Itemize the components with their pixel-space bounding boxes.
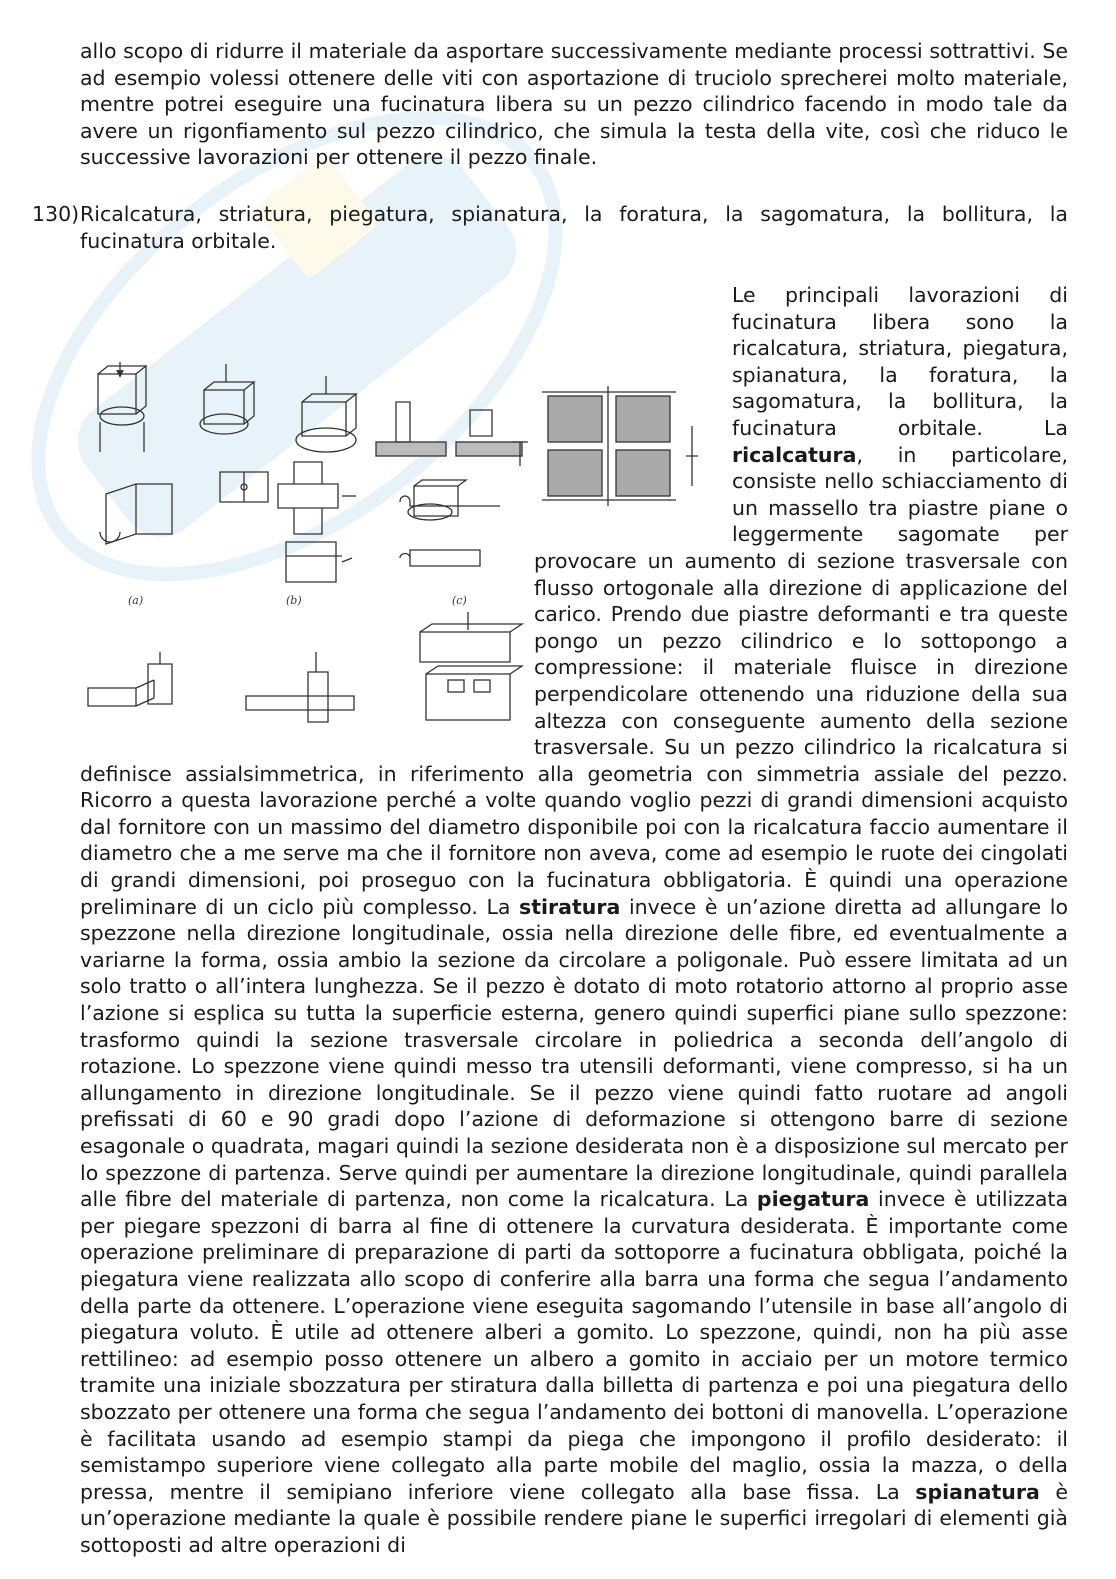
question-130 bbox=[32, 201, 1068, 254]
question-text: Ricalcatura, striatura, piegatura, spianatura, la foratura, la sagomatura, la bollitura, la fucinatura orbitale. bbox=[80, 202, 1068, 253]
answer-text-3: invece è utilizzata per piegare spezzoni di barra al fine di ottenere la curvatura desiderata. È importante come operazione preliminare di preparazione di parti da sottoporre a fucinatura obbligata, poiché la piegatura viene realizzata allo scopo di conferire alla barra una forma che segua l’andamento della parte da ottenere. L’operazione viene eseguita sagomando l’utensile in base all’angolo di piegatura voluto. È utile ad ottenere alberi a gomito. Lo spezzone, quindi, non ha più asse rettilineo: ad esempio posso ottenere un albero a gomito in acciaio per un motore termico tramite una iniziale sbozzatura per stiratura dalla billetta di partenza e poi una piegatura dello sbozzato per ottenere una forma che segua l’andamento dei bottoni di manovella. L’operazione è facilitata usando ad esempio stampi da piega che impongono il profilo desiderato: il semistampo superiore viene collegato alla parte mobile del maglio, ossia la mazza, o della pressa, mentre il semipiano inferiore viene collegato alla base fissa. La bbox=[80, 1187, 1069, 1504]
answer-text-1: , in particolare, consiste nello schiacciamento di un massello tra piastre piane o leggermente sagomate per provocare un aumento di sezione trasversale con flusso ortogonale alla direzione di applicazione del carico. Prendo due piastre deformanti e tra queste pongo un pezzo cilindrico e lo sottopongo a compressione: il materiale fluisce in direzione perpendicolare ottenendo una riduzione della sua altezza con conseguente aumento della sezione trasversale. Su un pezzo cilindrico la ricalcatura si definisce assialsimmetrica, in riferimento alla geometria con simmetria assiale del pezzo. Ricorro a questa lavorazione perché a volte quando voglio pezzi di grandi dimensioni acquisto dal fornitore con un massimo del diametro disponibile poi con la ricalcatura faccio aumentare il diametro che a me serve ma che il fornitore non aveva, come ad esempio le ruote dei cingolati di grandi dimensioni, poi proseguo con la fucinatura obbligatoria. È quindi una operazione preliminare di un ciclo più complesso. La bbox=[80, 442, 1068, 919]
term-ricalcatura: ricalcatura bbox=[732, 442, 857, 467]
paragraph-intro: allo scopo di ridurre il materiale da asportare successivamente mediante processi sottrattivi. Se ad esempio volessi ottenere delle viti con asportazione di truciolo sprecherei molto materiale, mentre potrei eseguire una fucinatura libera su un pezzo cilindrico facendo in modo tale da avere un rigonfiamento sul pezzo cilindrico, che simula la testa della vite, così che riduco le successive lavorazioni per ottenere il pezzo finale. bbox=[80, 39, 1068, 170]
answer-text-4: è un’operazione mediante la quale è possibile rendere piane le superfici irregolari di elementi già sottoposti ad altre operazioni di bbox=[80, 1479, 1068, 1557]
figure-label-c: (c) bbox=[452, 594, 467, 607]
term-piegatura: piegatura bbox=[756, 1187, 870, 1212]
answer-intro: Le principali lavorazioni di fucinatura libera sono la ricalcatura, striatura, piegatura, spianatura, la foratura, la sagomatura, la bollitura, la fucinatura orbitale. La bbox=[732, 283, 1068, 440]
forging-figures bbox=[80, 362, 720, 736]
term-spianatura: spianatura bbox=[915, 1479, 1040, 1504]
answer-text-2: invece è un’azione diretta ad allungare lo spezzone nella direzione longitudinale, ossia nella direzione delle fibre, ed eventualmente a variarne la forma, ossia ambio la sezione da circolare a poligonale. Può essere limitata ad un solo tratto o all’intera lunghezza. Se il pezzo è dotato di moto rotatorio attorno al proprio asse l’azione si esplica su tutta la superficie esterna, genero quindi superfici piane sullo spezzone: trasformo quindi la sezione trasversale circolare in poliedrica a seconda dell’angolo di rotazione. Lo spezzone viene quindi messo tra utensili deformanti, viene compresso, si ha un allungamento in direzione longitudinale. Se il pezzo viene quindi fatto ruotare ad angoli prefissati di 60 e 90 gradi dopo l’azione di deformazione si ottengono barre di sezione esagonale o quadrata, magari quindi la sezione desiderata non è a disposizione sul mercato per lo spezzone di partenza. Serve quindi per aumentare la direzione longitudinale, quindi parallela alle fibre del materiale di partenza, non come la ricalcatura. La bbox=[80, 894, 1069, 1212]
term-stiratura: stiratura bbox=[519, 894, 621, 919]
figure-label-a: (a) bbox=[128, 594, 144, 607]
question-number: 130) bbox=[32, 202, 80, 226]
figure-label-b: (b) bbox=[286, 594, 302, 607]
forging-diagram bbox=[80, 362, 720, 736]
